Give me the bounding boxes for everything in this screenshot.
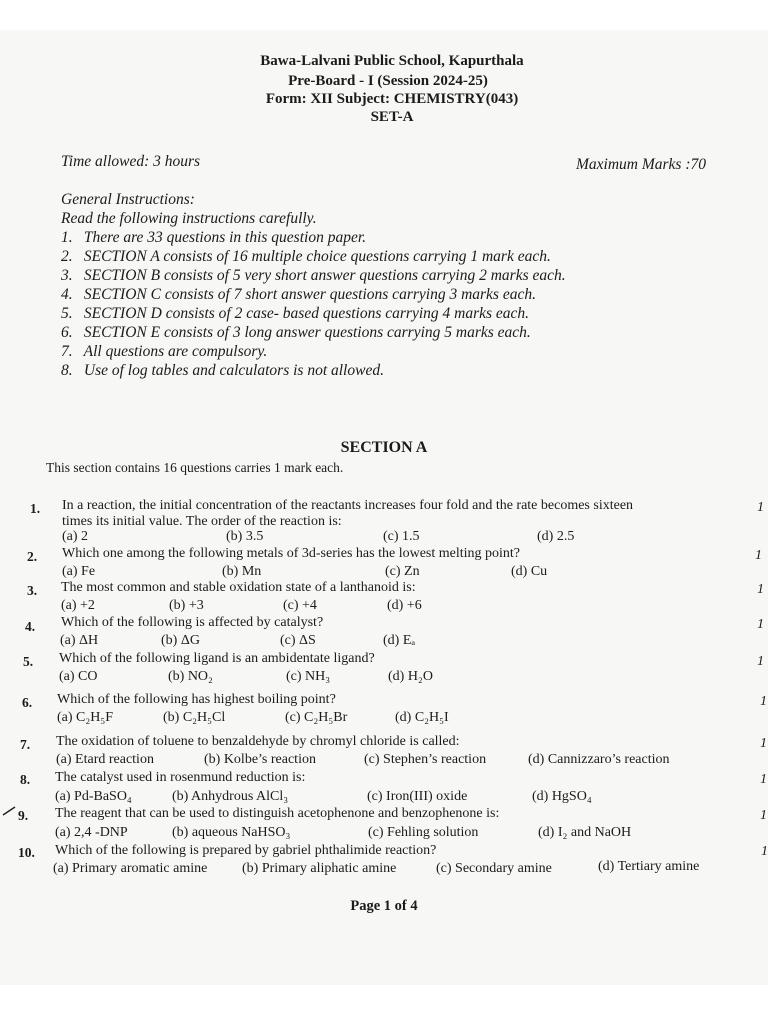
option-b: (b) Kolbe’s reaction bbox=[204, 752, 316, 767]
instruction-number: 4. bbox=[61, 286, 73, 303]
section-description: This section contains 16 questions carries 1 mark each. bbox=[46, 460, 344, 475]
option-a: (a) Pd-BaSO₄ bbox=[55, 789, 132, 804]
question-number: 9. bbox=[18, 808, 29, 823]
instruction-number: 1. bbox=[61, 229, 73, 246]
instruction-number: 3. bbox=[61, 267, 73, 284]
question-number: 10. bbox=[18, 845, 35, 860]
option-c: (c) Secondary amine bbox=[436, 861, 552, 876]
tick-mark-icon bbox=[2, 806, 16, 816]
instruction-number: 7. bbox=[61, 343, 73, 360]
question-text: In a reaction, the initial concentration of the reactants increases four fold and the rate becomes sixteen bbox=[62, 498, 634, 513]
maximum-marks: Maximum Marks :70 bbox=[576, 156, 707, 173]
instruction-item bbox=[61, 304, 701, 323]
instruction-text: SECTION C consists of 7 short answer questions carrying 3 marks each. bbox=[83, 286, 536, 303]
instruction-text: SECTION B consists of 5 very short answer questions carrying 2 marks each. bbox=[83, 267, 566, 284]
marks-label: 1 bbox=[760, 736, 767, 751]
question-number: 8. bbox=[20, 772, 31, 787]
marks-label: 1 bbox=[757, 500, 764, 515]
option-d: (d) Tertiary amine bbox=[598, 859, 700, 874]
question-number: 4. bbox=[25, 619, 36, 634]
question-number: 3. bbox=[27, 583, 38, 598]
marks-label: 1 bbox=[757, 617, 764, 632]
option-a: (a) 2 bbox=[62, 529, 89, 544]
marks-label: 1 bbox=[760, 694, 767, 709]
question-text: Which of the following is affected by catalyst? bbox=[61, 615, 324, 630]
instruction-number: 2. bbox=[61, 248, 73, 265]
option-c: (c) Iron(III) oxide bbox=[367, 789, 468, 804]
marks-label: 1 bbox=[761, 844, 768, 859]
instructions-lead: Read the following instructions carefully. bbox=[61, 210, 317, 227]
question-number: 5. bbox=[23, 654, 34, 669]
marks-label: 1 bbox=[757, 654, 764, 669]
question-text: Which of the following has highest boiling point? bbox=[57, 692, 336, 707]
option-c: (c) C₂H₅Br bbox=[285, 710, 348, 725]
marks-label: 1 bbox=[760, 808, 767, 823]
instruction-text: SECTION A consists of 16 multiple choice questions carrying 1 mark each. bbox=[83, 248, 551, 265]
instructions-heading: General Instructions: bbox=[61, 191, 195, 208]
marks-label: 1 bbox=[760, 772, 767, 787]
marks-label: 1 bbox=[755, 548, 762, 563]
instruction-text: SECTION E consists of 3 long answer questions carrying 5 marks each. bbox=[83, 324, 531, 341]
question-number: 6. bbox=[22, 695, 33, 710]
option-b: (b) 3.5 bbox=[226, 529, 264, 544]
form-subject: Form: XII Subject: CHEMISTRY(043) bbox=[265, 91, 519, 107]
option-a: (a) +2 bbox=[61, 598, 95, 613]
question-text: Which of the following ligand is an ambidentate ligand? bbox=[59, 651, 375, 666]
question-text: The reagent that can be used to distinguish acetophenone and benzophenone is: bbox=[55, 806, 500, 821]
question-number: 1. bbox=[30, 501, 41, 516]
option-d: (d) I₂ and NaOH bbox=[538, 825, 632, 840]
option-d: (d) 2.5 bbox=[537, 529, 575, 544]
question-text: Which one among the following metals of 3d-series has the lowest melting point? bbox=[62, 546, 521, 561]
instruction-text: There are 33 questions in this question paper. bbox=[83, 229, 367, 246]
option-d: (d) Cannizzaro’s reaction bbox=[528, 752, 670, 767]
option-a: (a) CO bbox=[59, 669, 98, 684]
option-d: (d) Eₐ bbox=[383, 633, 416, 648]
option-c: (c) Zn bbox=[385, 564, 420, 579]
section-title: SECTION A bbox=[340, 439, 428, 456]
set-label: SET-A bbox=[370, 109, 414, 125]
option-c: (c) NH₃ bbox=[286, 669, 331, 684]
option-a: (a) C₂H₅F bbox=[57, 710, 114, 725]
question-number: 7. bbox=[20, 737, 31, 752]
exam-title: Pre-Board - I (Session 2024-25) bbox=[288, 73, 488, 89]
instruction-item bbox=[61, 228, 701, 247]
instruction-item bbox=[61, 342, 701, 361]
question-text-continued: times its initial value. The order of the reaction is: bbox=[62, 514, 342, 529]
option-c: (c) 1.5 bbox=[383, 529, 420, 544]
page-number: Page 1 of 4 bbox=[350, 898, 418, 914]
option-b: (b) Anhydrous AlCl₃ bbox=[172, 789, 289, 804]
option-d: (d) C₂H₅I bbox=[395, 710, 449, 725]
option-c: (c) Stephen’s reaction bbox=[364, 752, 487, 767]
school-name: Bawa-Lalvani Public School, Kapurthala bbox=[260, 53, 524, 69]
question-text: The catalyst used in rosenmund reduction is: bbox=[55, 770, 306, 785]
option-b: (b) aqueous NaHSO₃ bbox=[172, 825, 291, 840]
instruction-text: All questions are compulsory. bbox=[83, 343, 268, 360]
option-a: (a) Primary aromatic amine bbox=[53, 861, 208, 876]
option-b: (b) NO₂ bbox=[168, 669, 213, 684]
option-d: (d) H₂O bbox=[388, 669, 433, 684]
instruction-item bbox=[61, 247, 701, 266]
option-b: (b) Primary aliphatic amine bbox=[242, 861, 397, 876]
instruction-item bbox=[61, 323, 701, 342]
time-allowed: Time allowed: 3 hours bbox=[61, 153, 201, 170]
question-text: The oxidation of toluene to benzaldehyde by chromyl chloride is called: bbox=[56, 734, 460, 749]
option-a: (a) 2,4 -DNP bbox=[55, 825, 128, 840]
instruction-item bbox=[61, 285, 701, 304]
question-text: The most common and stable oxidation state of a lanthanoid is: bbox=[61, 580, 416, 595]
option-d: (d) +6 bbox=[387, 598, 422, 613]
option-b: (b) +3 bbox=[169, 598, 204, 613]
instruction-item bbox=[61, 361, 701, 380]
instruction-text: SECTION D consists of 2 case- based questions carrying 4 marks each. bbox=[83, 305, 530, 322]
question-number: 2. bbox=[27, 549, 38, 564]
option-a: (a) Fe bbox=[62, 564, 96, 579]
option-b: (b) Mn bbox=[222, 564, 262, 579]
option-b: (b) ΔG bbox=[161, 633, 200, 648]
option-b: (b) C₂H₅Cl bbox=[163, 710, 226, 725]
option-a: (a) Etard reaction bbox=[56, 752, 154, 767]
instruction-number: 6. bbox=[61, 324, 73, 341]
instruction-text: Use of log tables and calculators is not allowed. bbox=[83, 362, 384, 379]
instruction-item bbox=[61, 266, 701, 285]
option-d: (d) Cu bbox=[511, 564, 548, 579]
option-a: (a) ΔH bbox=[60, 633, 99, 648]
instruction-number: 5. bbox=[61, 305, 73, 322]
option-c: (c) Fehling solution bbox=[368, 825, 479, 840]
marks-label: 1 bbox=[757, 582, 764, 597]
option-c: (c) ΔS bbox=[280, 633, 316, 648]
question-text: Which of the following is prepared by gabriel phthalimide reaction? bbox=[55, 843, 437, 858]
option-c: (c) +4 bbox=[283, 598, 317, 613]
option-d: (d) HgSO₄ bbox=[532, 789, 592, 804]
instruction-number: 8. bbox=[61, 362, 73, 379]
general-instructions bbox=[61, 190, 701, 380]
